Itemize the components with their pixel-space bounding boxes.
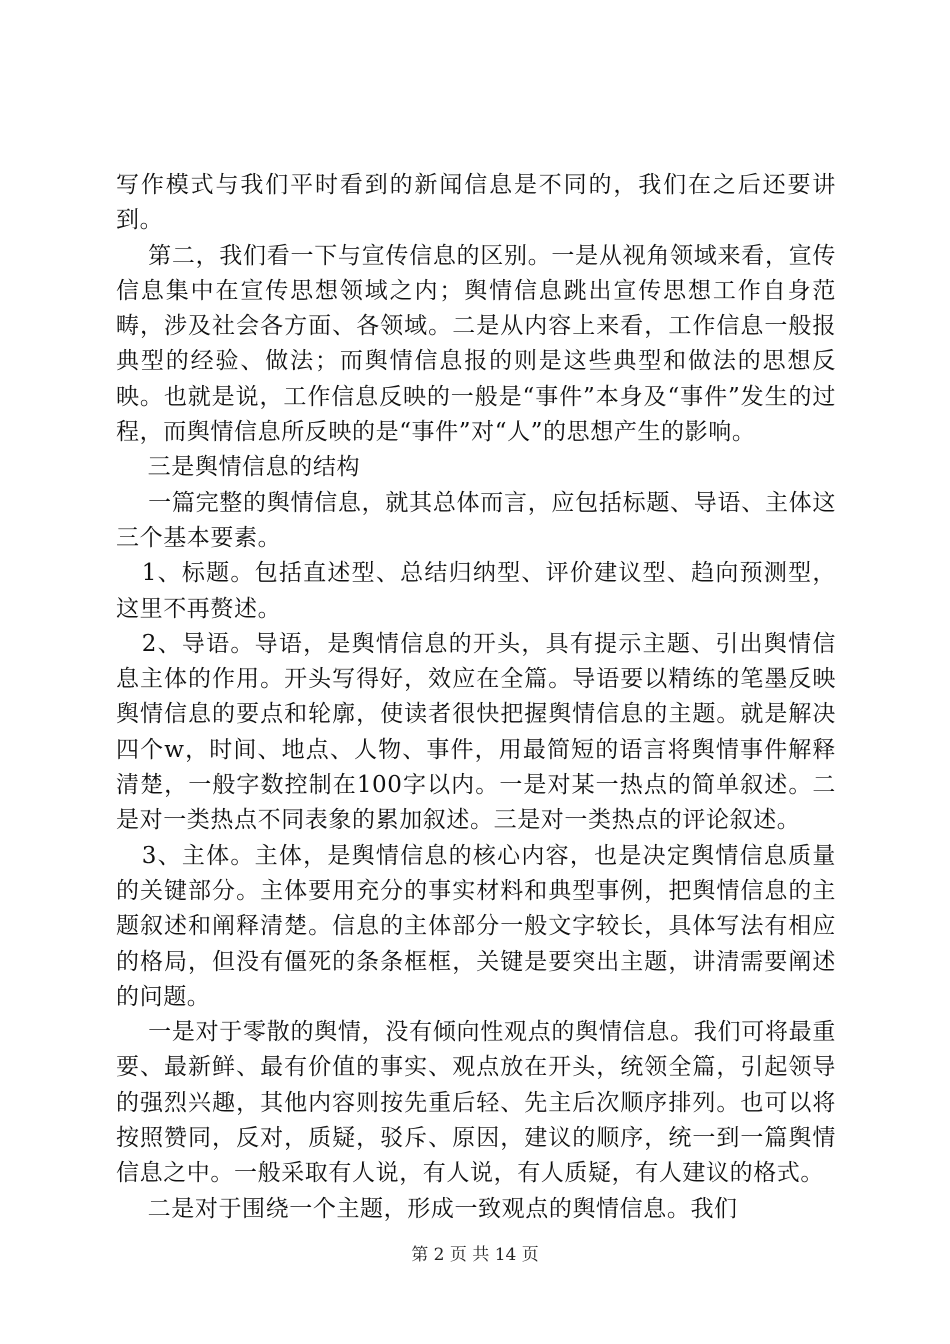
document-body	[116, 168, 836, 1227]
paragraph-three-elements: 一篇完整的舆情信息，就其总体而言，应包括标题、导语、主体这三个基本要素。	[116, 489, 836, 551]
paragraph-title: 1、标题。包括直述型、总结归纳型、评价建议型、趋向预测型，这里不再赘述。	[116, 560, 836, 622]
paragraph-second-difference: 第二，我们看一下与宣传信息的区别。一是从视角领域来看，宣传信息集中在宣传思想领域之内；舆情信息跳出宣传思想工作自身范畴，涉及社会各方面、各领域。二是从内容上来看，工作信息一般报典型的经验、做法；而舆情信息报的则是这些典型和做法的思想反映。也就是说，工作信息反映的一般是“事件”本身及“事件”发生的过程，而舆情信息所反映的是“事件”对“人”的思想产生的影响。	[116, 242, 836, 446]
paragraph-continuation: 写作模式与我们平时看到的新闻信息是不同的，我们在之后还要讲到。	[116, 172, 836, 234]
page-number-footer: 第 2 页 共 14 页	[411, 1245, 539, 1265]
paragraph-unified-opinion: 二是对于围绕一个主题，形成一致观点的舆情信息。我们	[116, 1195, 738, 1222]
paragraph-lead: 2、导语。导语，是舆情信息的开头，具有提示主题、引出舆情信息主体的作用。开头写得好，效应在全篇。导语要以精练的笔墨反映舆情信息的要点和轮廓，使读者很快把握舆情信息的主题。就是解决四个w，时间、地点、人物、事件，用最简短的语言将舆情事件解释清楚，一般字数控制在100字以内。一是对某一热点的简单叙述。二是对一类热点不同表象的累加叙述。三是对一类热点的评论叙述。	[116, 630, 836, 834]
paragraph-main-body: 3、主体。主体，是舆情信息的核心内容，也是决定舆情信息质量的关键部分。主体要用充分的事实材料和典型事例，把舆情信息的主题叙述和阐释清楚。信息的主体部分一般文字较长，具体写法有相应的格局，但没有僵死的条条框框，关键是要突出主题，讲清需要阐述的问题。	[116, 842, 836, 1010]
paragraph-scattered-opinion: 一是对于零散的舆情，没有倾向性观点的舆情信息。我们可将最重要、最新鲜、最有价值的事实、观点放在开头，统领全篇，引起领导的强烈兴趣，其他内容则按先重后轻、先主后次顺序排列。也可以将按照赞同，反对，质疑，驳斥、原因，建议的顺序，统一到一篇舆情信息之中。一般采取有人说，有人说，有人质疑，有人建议的格式。	[116, 1019, 836, 1187]
section-heading-structure: 三是舆情信息的结构	[116, 454, 361, 481]
